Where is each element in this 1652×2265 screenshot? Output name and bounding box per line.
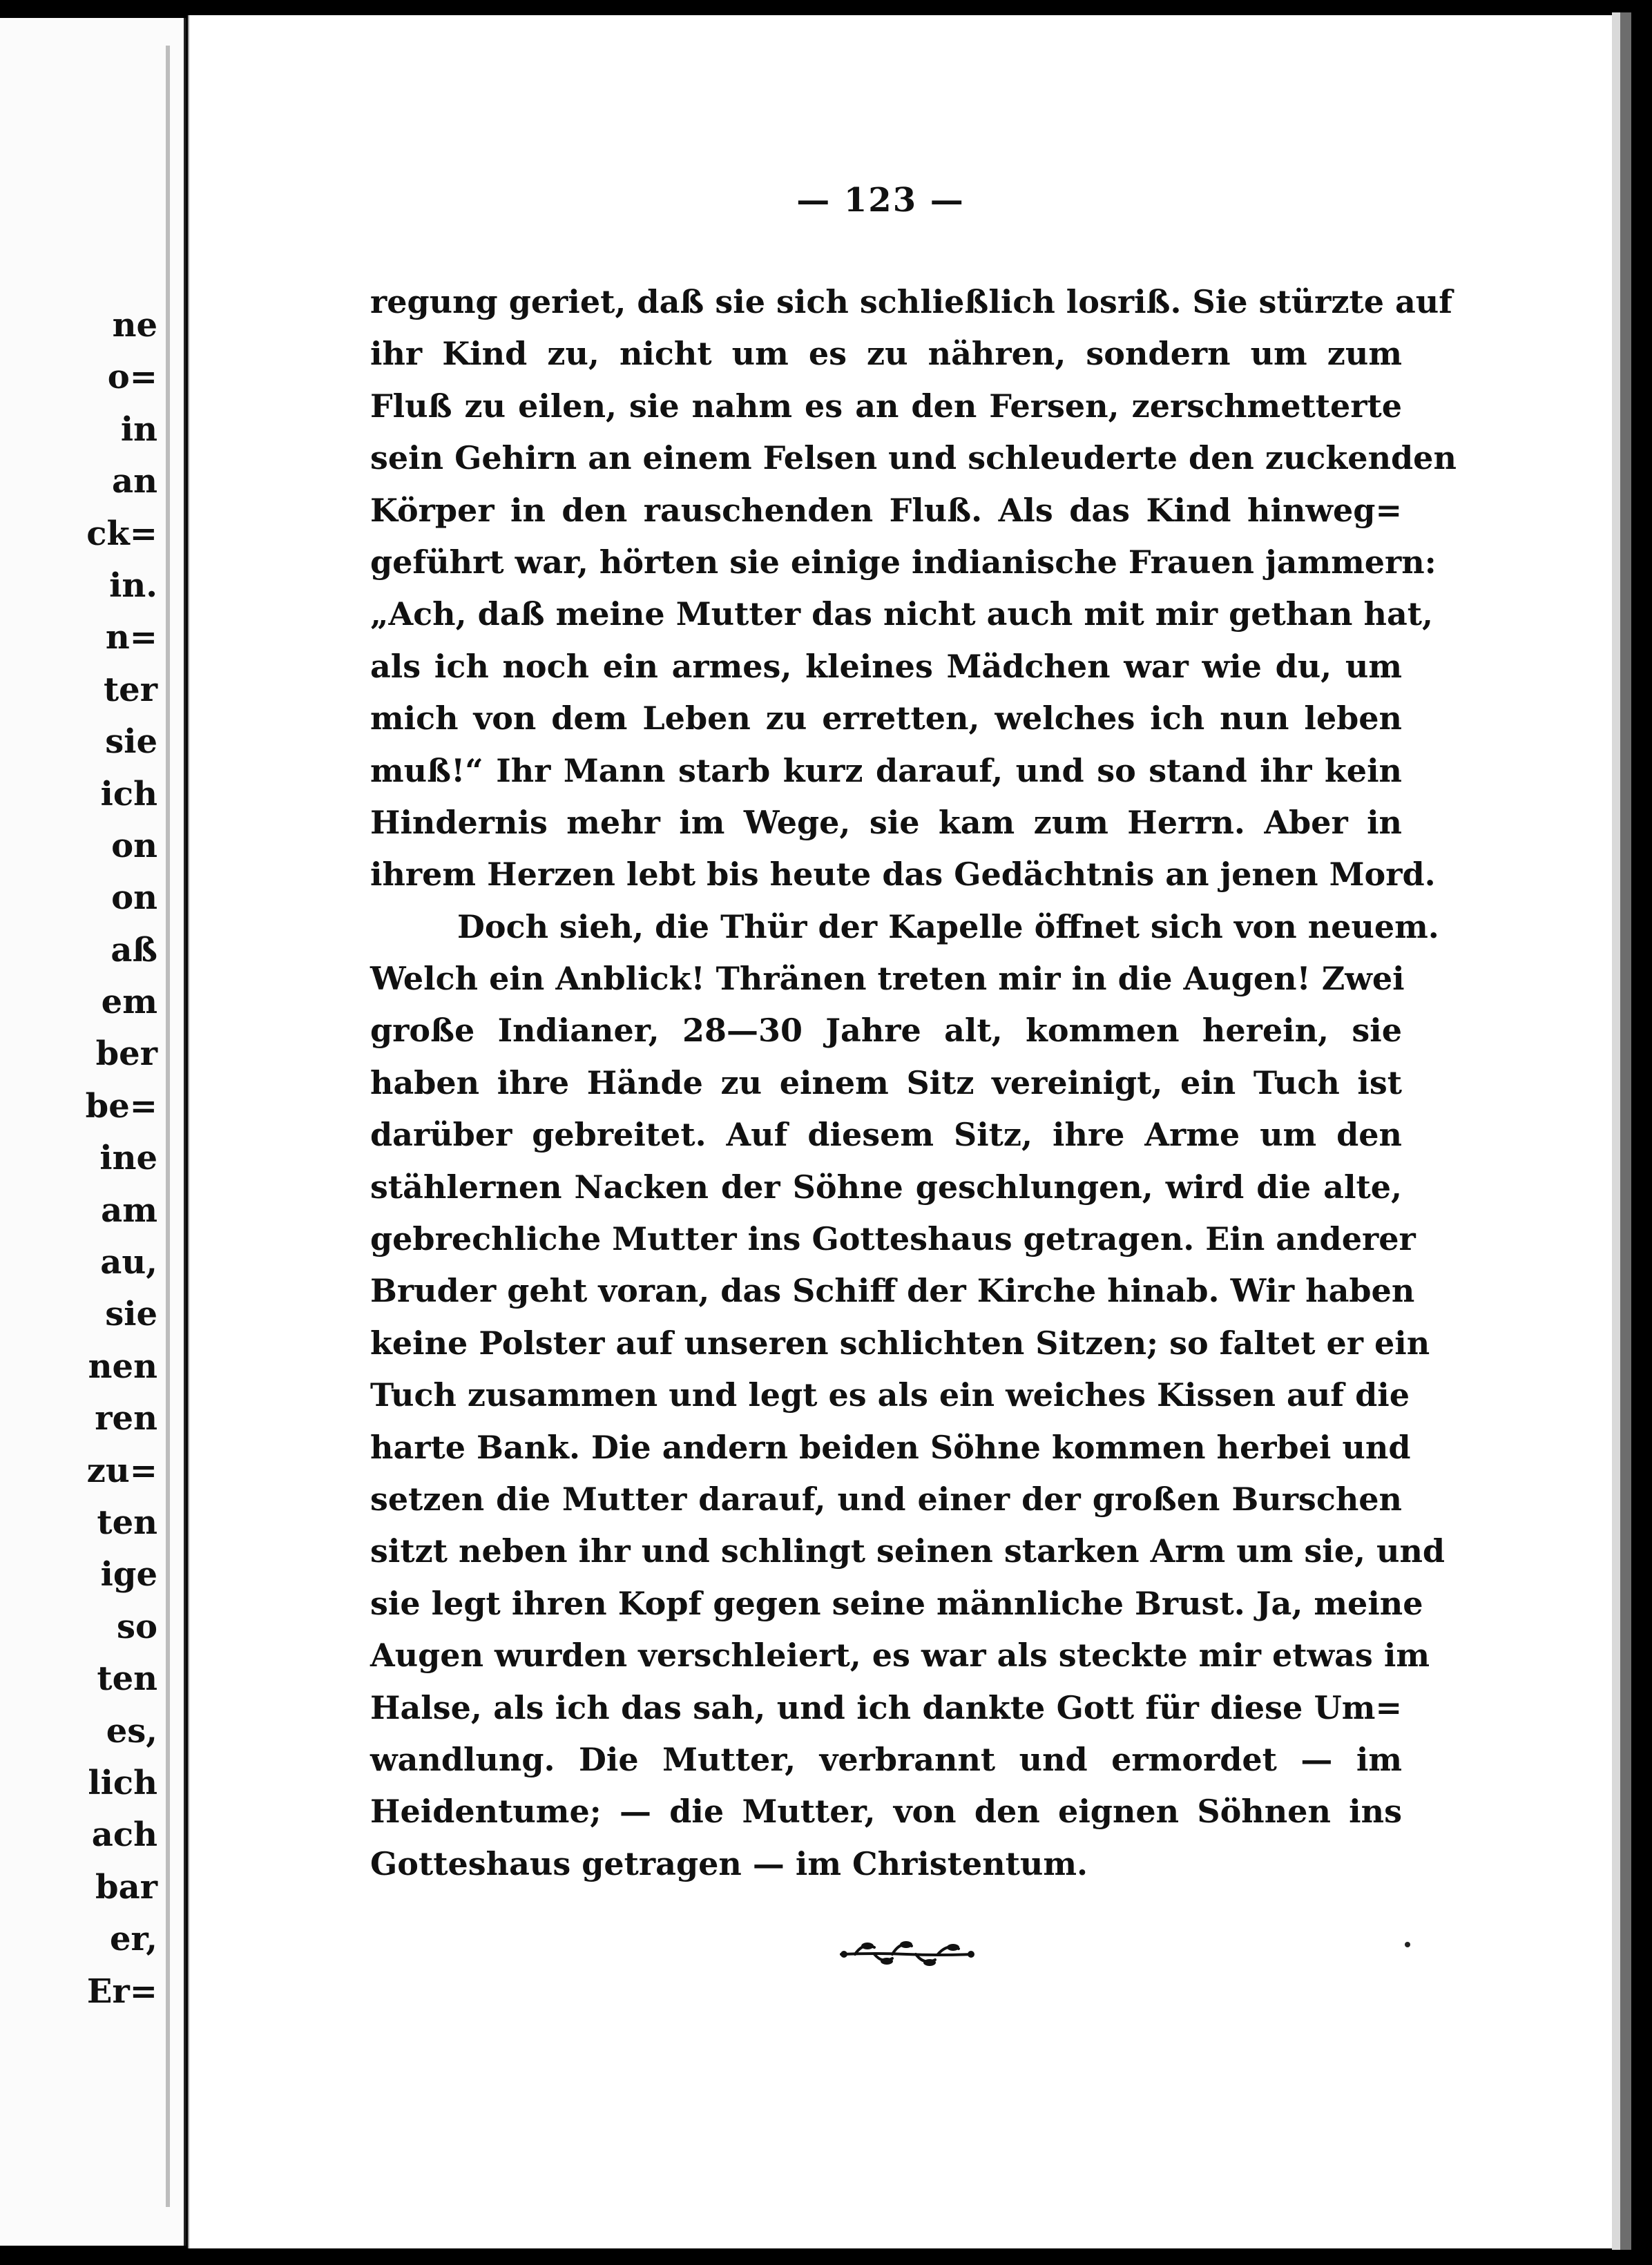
left-fragment: aß bbox=[111, 930, 157, 970]
left-fragment: sie bbox=[105, 1295, 157, 1334]
text-line: mich von dem Leben zu erretten, welches ich nun leben bbox=[370, 700, 1402, 738]
text-line: Halse, als ich das sah, und ich dankte Gott für diese Um= bbox=[370, 1688, 1402, 1726]
paragraph-start-line: Doch sieh, die Thür der Kapelle öffnet sich von neuem. bbox=[457, 907, 1439, 945]
text-line: muß!“ Ihr Mann starb kurz darauf, und so stand ihr kein bbox=[370, 751, 1402, 789]
left-fragment: sie bbox=[105, 722, 157, 762]
paragraph-end-line: ihrem Herzen lebt bis heute das Gedächtnis an jenen Mord. bbox=[370, 856, 1436, 894]
left-fragment: on bbox=[111, 878, 157, 918]
left-fragment: o= bbox=[107, 358, 157, 397]
text-line: regung geriet, daß sie sich schließlich losriß. Sie stürzte auf bbox=[370, 283, 1453, 320]
left-fragment: ten bbox=[97, 1659, 157, 1699]
left-fragment: in. bbox=[109, 566, 157, 605]
left-fragment: ren bbox=[95, 1399, 157, 1438]
floral-vignette-icon bbox=[834, 1932, 979, 1974]
text-line: Augen wurden verschleiert, es war als steckte mir etwas im bbox=[370, 1637, 1430, 1675]
text-line: setzen die Mutter darauf, und einer der großen Burschen bbox=[370, 1480, 1402, 1518]
text-line: keine Polster auf unseren schlichten Sitzen; so faltet er ein bbox=[370, 1324, 1430, 1362]
text-line: Hindernis mehr im Wege, sie kam zum Herrn. Aber in bbox=[370, 803, 1402, 841]
text-line: Fluß zu eilen, sie nahm es an den Fersen, zerschmetterte bbox=[370, 387, 1402, 425]
text-line: Welch ein Anblick! Thränen treten mir in die Augen! Zwei bbox=[370, 960, 1405, 998]
left-fragment: on bbox=[111, 826, 157, 865]
left-fragment: ber bbox=[95, 1034, 157, 1074]
left-fragment: bar bbox=[95, 1867, 157, 1907]
left-fragment: em bbox=[101, 983, 157, 1022]
text-line: Bruder geht voran, das Schiff der Kirche hinab. Wir haben bbox=[370, 1272, 1415, 1310]
left-fragment: lich bbox=[88, 1763, 157, 1802]
text-line: haben ihre Hände zu einem Sitz vereinigt, ein Tuch ist bbox=[370, 1063, 1402, 1101]
left-fragment: am bbox=[101, 1191, 157, 1230]
left-fragment: n= bbox=[105, 618, 157, 657]
left-fragment: ich bbox=[100, 774, 157, 813]
text-line: „Ach, daß meine Mutter das nicht auch mit mir gethan hat, bbox=[370, 595, 1434, 633]
text-line: wandlung. Die Mutter, verbrannt und ermordet — im bbox=[370, 1740, 1402, 1778]
text-line: Tuch zusammen und legt es als ein weiches Kissen auf die bbox=[370, 1376, 1410, 1414]
page-number: — 123 — bbox=[796, 181, 965, 220]
text-line: große Indianer, 28—30 Jahre alt, kommen herein, sie bbox=[370, 1012, 1402, 1050]
left-fragment: an bbox=[112, 462, 157, 501]
left-fragment: zu= bbox=[86, 1451, 157, 1490]
text-line: sitzt neben ihr und schlingt seinen starken Arm um sie, und bbox=[370, 1532, 1446, 1570]
left-fragment: ten bbox=[97, 1503, 157, 1542]
body-text bbox=[370, 276, 1457, 1890]
text-line: geführt war, hörten sie einige indianische Frauen jammern: bbox=[370, 543, 1437, 581]
text-line: sein Gehirn an einem Felsen und schleuderte den zuckenden bbox=[370, 439, 1457, 477]
text-line: darüber gebreitet. Auf diesem Sitz, ihre Arme um den bbox=[370, 1116, 1402, 1154]
text-line: als ich noch ein armes, kleines Mädchen war wie du, um bbox=[370, 647, 1402, 685]
text-line: stählernen Nacken der Söhne geschlungen, wird die alte, bbox=[370, 1168, 1402, 1206]
text-line: harte Bank. Die andern beiden Söhne kommen herbei und bbox=[370, 1428, 1411, 1466]
left-fragment: in bbox=[120, 409, 157, 449]
left-fragment: ck= bbox=[86, 514, 157, 553]
page-edge bbox=[1612, 12, 1620, 2250]
left-facing-page bbox=[0, 18, 186, 2246]
text-line: ihr Kind zu, nicht um es zu nähren, sondern um zum bbox=[370, 335, 1402, 373]
gutter-shadow bbox=[166, 46, 170, 2207]
left-fragment: ine bbox=[99, 1139, 157, 1178]
left-fragment: es, bbox=[106, 1711, 157, 1751]
left-fragment: nen bbox=[88, 1347, 157, 1386]
left-fragment: ter bbox=[104, 670, 157, 709]
left-fragment: ach bbox=[91, 1815, 157, 1855]
left-fragment: ne bbox=[112, 306, 157, 345]
text-line: Körper in den rauschenden Fluß. Als das Kind hinweg= bbox=[370, 491, 1402, 529]
text-line: sie legt ihren Kopf gegen seine männliche Brust. Ja, meine bbox=[370, 1584, 1423, 1622]
left-fragment: Er= bbox=[86, 1972, 157, 2011]
final-line: Gotteshaus getragen — im Christentum. bbox=[370, 1844, 1088, 1882]
text-line: gebrechliche Mutter ins Gotteshaus getragen. Ein anderer bbox=[370, 1220, 1416, 1258]
page-edge-shadow bbox=[1620, 12, 1631, 2250]
left-fragment: so bbox=[116, 1607, 157, 1646]
left-fragment: be= bbox=[85, 1086, 157, 1126]
left-fragment: au, bbox=[100, 1243, 157, 1282]
left-page-line-fragments bbox=[86, 300, 157, 2018]
left-fragment: ige bbox=[100, 1555, 157, 1594]
text-line: Heidentume; — die Mutter, von den eignen Söhnen ins bbox=[370, 1793, 1402, 1831]
ink-speck bbox=[1405, 1942, 1410, 1947]
left-fragment: er, bbox=[109, 1920, 157, 1959]
